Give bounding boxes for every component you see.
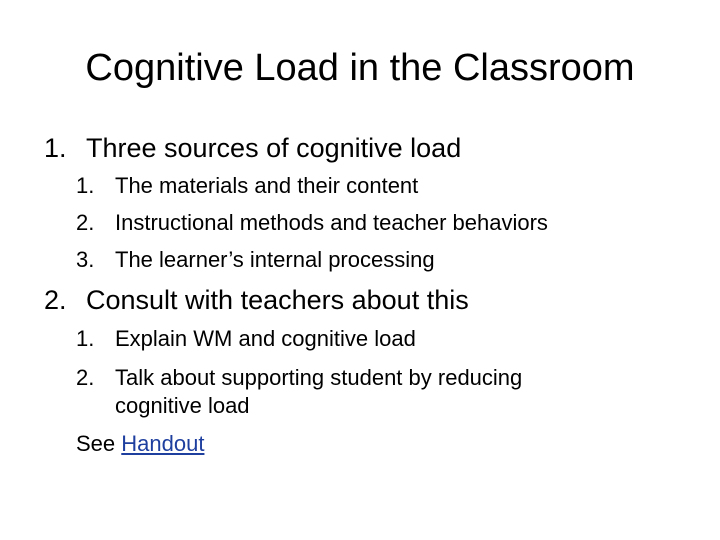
- sub-item-number: 3.: [76, 247, 95, 272]
- sub-item-text: The learner’s internal processing: [115, 247, 435, 272]
- sub-item-1-3: [76, 246, 435, 274]
- sub-item-2-2: [76, 364, 522, 392]
- list-item-text: Three sources of cognitive load: [86, 133, 462, 163]
- list-item-text: Consult with teachers about this: [86, 285, 469, 315]
- sub-item-continuation: cognitive load: [115, 393, 250, 418]
- sub-item-number: 1.: [76, 326, 95, 351]
- sub-item-text: Explain WM and cognitive load: [115, 326, 416, 351]
- list-item-1: [44, 131, 461, 165]
- list-item-number: 1.: [44, 133, 67, 163]
- handout-link[interactable]: Handout: [121, 431, 205, 456]
- slide-title: Cognitive Load in the Classroom: [85, 47, 635, 89]
- sub-item-number: 2.: [76, 210, 95, 235]
- sub-item-number: 1.: [76, 173, 95, 198]
- sub-item-1-2: [76, 209, 548, 237]
- sub-item-2-1: [76, 325, 416, 353]
- list-item-2: [44, 283, 469, 317]
- see-handout-line: [76, 430, 204, 458]
- see-prefix: See: [76, 431, 122, 456]
- sub-item-1-1: [76, 172, 418, 200]
- sub-item-number: 2.: [76, 365, 95, 390]
- sub-item-text: The materials and their content: [115, 173, 419, 198]
- sub-item-text: Instructional methods and teacher behaviors: [115, 210, 548, 235]
- list-item-number: 2.: [44, 285, 67, 315]
- sub-item-text: Talk about supporting student by reducing: [115, 365, 523, 390]
